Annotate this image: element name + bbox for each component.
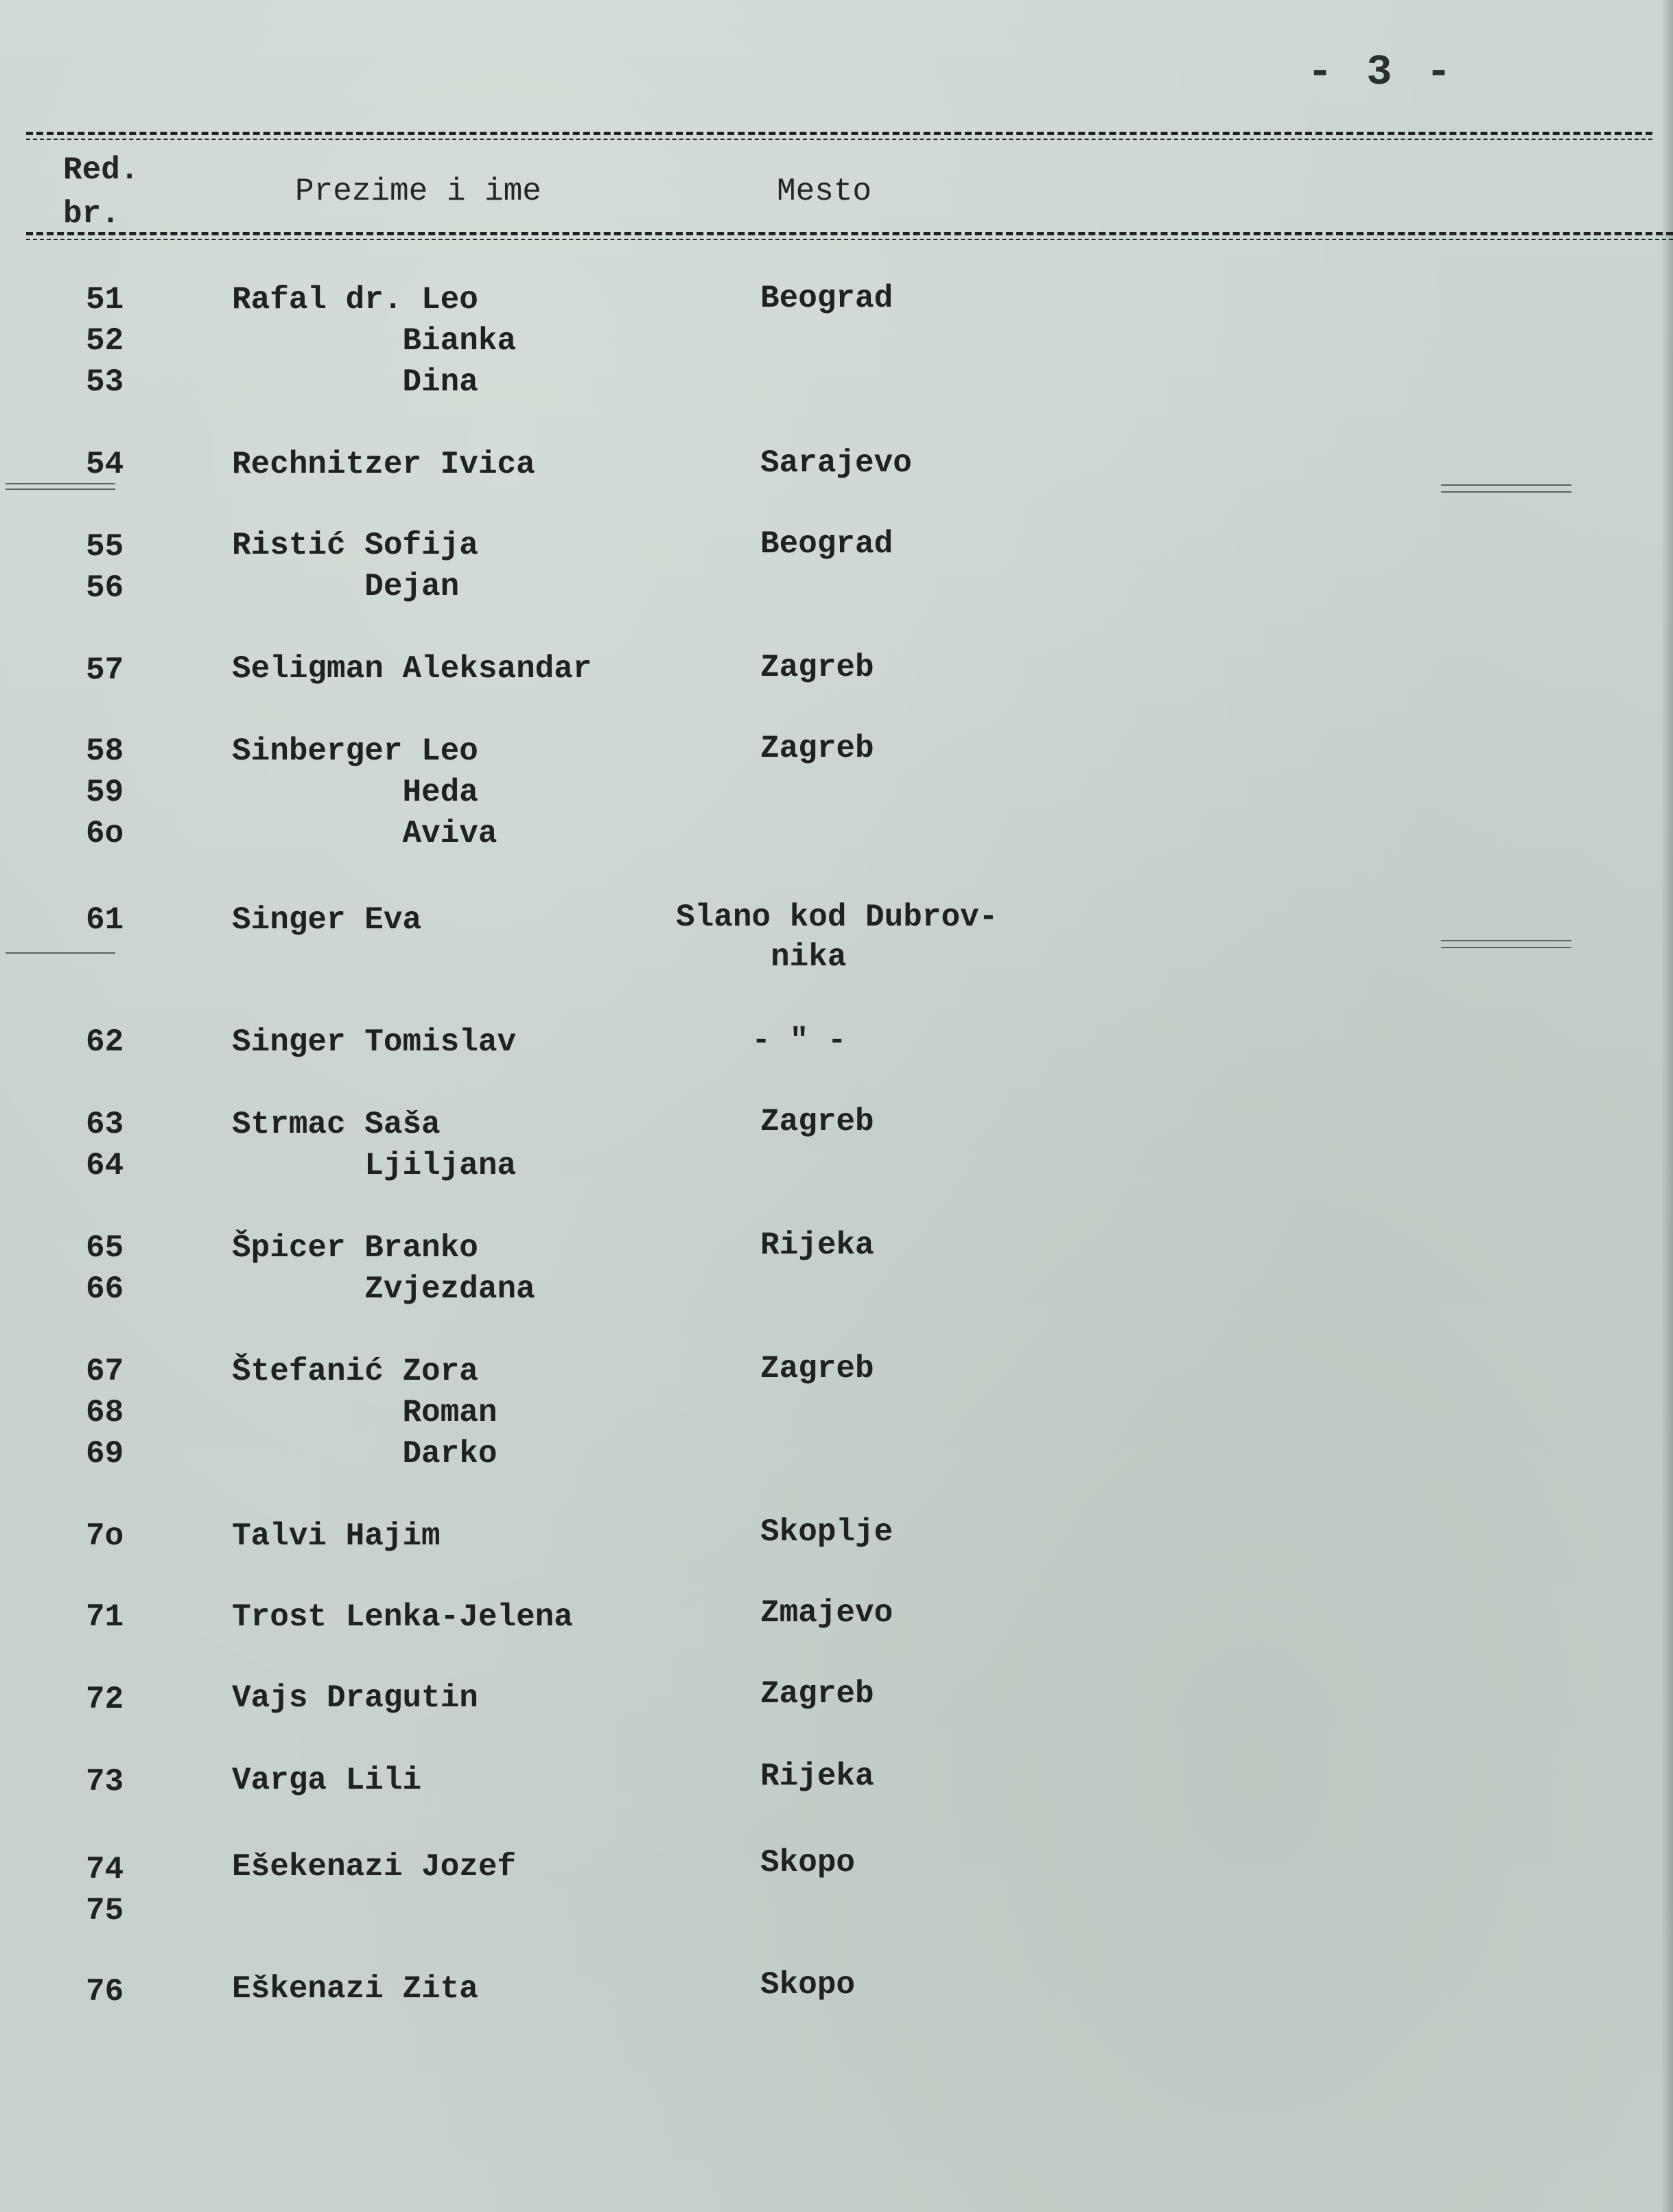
- scan-mark-left-1: [5, 483, 115, 484]
- row-name: Dina: [232, 364, 478, 400]
- scan-mark-left-2: [5, 489, 115, 490]
- header-bottom-rule: [26, 232, 1673, 235]
- row-number: 53: [86, 364, 124, 400]
- row-place: Sarajevo: [760, 445, 912, 481]
- row-place: Zagreb: [760, 1351, 874, 1387]
- row-name: Ristić Sofija: [232, 528, 478, 563]
- row-place: Rijeka: [760, 1758, 874, 1794]
- row-name: Roman: [232, 1395, 498, 1431]
- row-number: 58: [86, 733, 124, 769]
- row-name: Aviva: [232, 816, 498, 851]
- row-number: 72: [86, 1682, 124, 1717]
- row-place: Zagreb: [760, 650, 874, 685]
- row-name: Vajs Dragutin: [232, 1680, 478, 1716]
- page-number: - 3 -: [1307, 48, 1456, 97]
- row-place: nika: [676, 939, 847, 975]
- row-number: 64: [86, 1148, 124, 1184]
- row-name: Singer Eva: [232, 902, 422, 938]
- row-number: 71: [86, 1599, 124, 1635]
- row-number: 57: [86, 652, 124, 688]
- header-bottom-rule-thin: [26, 239, 1673, 240]
- scan-edge-shadow: [1661, 0, 1673, 2212]
- row-number: 6o: [86, 816, 124, 851]
- row-name: Singer Tomislav: [232, 1024, 517, 1060]
- row-name: Štefanić Zora: [232, 1354, 478, 1389]
- row-name: Zvjezdana: [232, 1271, 535, 1307]
- row-number: 59: [86, 775, 124, 810]
- row-name: Dejan: [232, 569, 460, 604]
- row-name: Seligman Aleksandar: [232, 651, 592, 687]
- row-number: 75: [86, 1893, 124, 1929]
- row-number: 68: [86, 1395, 124, 1431]
- row-name: Eškenazi Zita: [232, 1971, 478, 2007]
- header-top-rule-thin: [26, 139, 1652, 140]
- header-top-rule: [26, 132, 1652, 135]
- row-place: Skopo: [760, 1967, 856, 2003]
- row-number: 76: [86, 1974, 124, 2010]
- row-number: 51: [86, 282, 124, 318]
- row-place: Slano kod Dubrov-: [676, 899, 998, 935]
- row-number: 63: [86, 1107, 124, 1142]
- row-number: 52: [86, 323, 124, 359]
- row-name: Rechnitzer Ivica: [232, 447, 535, 482]
- row-place: Rijeka: [760, 1227, 874, 1263]
- row-number: 65: [86, 1230, 124, 1266]
- scan-mark-right-4: [1441, 947, 1571, 948]
- row-number: 74: [86, 1852, 124, 1887]
- header-name-label: Prezime i ime: [295, 174, 541, 209]
- row-number: 67: [86, 1354, 124, 1389]
- row-name: Strmac Saša: [232, 1107, 441, 1142]
- row-place: Zagreb: [760, 731, 874, 766]
- row-place: Zagreb: [760, 1104, 874, 1140]
- row-name: Darko: [232, 1436, 498, 1472]
- row-number: 73: [86, 1764, 124, 1800]
- row-number: 62: [86, 1024, 124, 1060]
- row-number: 66: [86, 1271, 124, 1307]
- header-rbr-line1: Red.: [63, 152, 139, 188]
- row-name: Varga Lili: [232, 1763, 422, 1798]
- row-number: 69: [86, 1436, 124, 1472]
- row-number: 55: [86, 529, 124, 565]
- row-name: Rafal dr. Leo: [232, 282, 478, 318]
- row-place: Skopo: [760, 1845, 856, 1881]
- row-name: Heda: [232, 775, 478, 810]
- row-name: Trost Lenka-Jelena: [232, 1599, 573, 1635]
- scan-mark-right-3: [1441, 940, 1571, 941]
- row-name: Bianka: [232, 323, 517, 359]
- row-name: Ešekenazi Jozef: [232, 1849, 517, 1885]
- row-place: Beograd: [760, 526, 893, 562]
- row-number: 61: [86, 902, 124, 938]
- row-place: Skoplje: [760, 1514, 893, 1550]
- scan-mark-right-1: [1441, 484, 1571, 486]
- row-number: 54: [86, 447, 124, 482]
- row-number: 7o: [86, 1518, 124, 1554]
- scan-mark-right-2: [1441, 491, 1571, 493]
- row-name: Špicer Branko: [232, 1230, 478, 1266]
- row-name: Talvi Hajim: [232, 1518, 441, 1554]
- row-place: Zagreb: [760, 1676, 874, 1712]
- row-place: Beograd: [760, 281, 893, 316]
- row-name: Ljiljana: [232, 1148, 517, 1184]
- row-place: - " -: [676, 1023, 847, 1059]
- row-place: Zmajevo: [760, 1595, 893, 1631]
- row-number: 56: [86, 570, 124, 606]
- scan-mark-left-3: [5, 952, 115, 954]
- row-name: Sinberger Leo: [232, 733, 478, 769]
- header-rbr-line2: br.: [63, 196, 120, 232]
- header-place-label: Mesto: [777, 174, 872, 209]
